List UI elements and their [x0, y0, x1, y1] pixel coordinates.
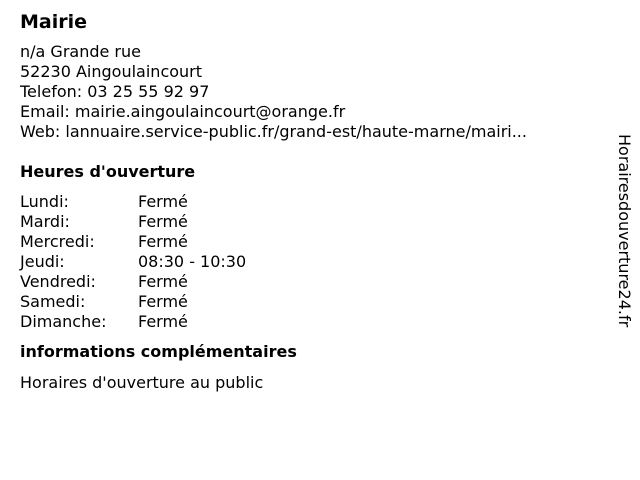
email-link[interactable]: mairie.aingoulaincourt@orange.fr	[74, 102, 346, 121]
info-heading: informations complémentaires	[20, 342, 297, 361]
day-hours: Fermé	[138, 292, 188, 311]
day-hours: Fermé	[138, 212, 188, 231]
hours-row-wednesday	[20, 232, 595, 252]
place-title: Mairie	[20, 11, 88, 33]
web-link[interactable]: lannuaire.service-public.fr/grand-est/haute-marne/mairi...	[65, 122, 527, 141]
day-hours: Fermé	[138, 192, 188, 211]
hours-row-friday	[20, 272, 595, 292]
web-label: Web:	[20, 122, 61, 141]
day-label: Dimanche:	[20, 312, 107, 331]
hours-row-sunday	[20, 312, 595, 332]
hours-row-monday	[20, 192, 595, 212]
email-label: Email:	[20, 102, 70, 121]
hours-row-thursday	[20, 252, 595, 272]
hours-row-saturday	[20, 292, 595, 312]
day-hours: Fermé	[138, 232, 188, 251]
site-watermark: Horairesdouverture24.fr	[615, 134, 634, 328]
day-label: Lundi:	[20, 192, 69, 211]
email-row	[20, 102, 595, 122]
address-line-1: n/a Grande rue	[20, 42, 141, 61]
phone-label: Telefon:	[20, 82, 83, 101]
phone-row	[20, 82, 595, 102]
hours-table	[20, 192, 595, 332]
day-hours: 08:30 - 10:30	[138, 252, 247, 271]
address-line-2: 52230 Aingoulaincourt	[20, 62, 203, 81]
web-row	[20, 122, 595, 142]
info-text: Horaires d'ouverture au public	[20, 373, 264, 392]
hours-row-tuesday	[20, 212, 595, 232]
day-hours: Fermé	[138, 272, 188, 291]
day-label: Mercredi:	[20, 232, 95, 251]
day-label: Vendredi:	[20, 272, 96, 291]
day-hours: Fermé	[138, 312, 188, 331]
day-label: Mardi:	[20, 212, 70, 231]
day-label: Samedi:	[20, 292, 86, 311]
place-card	[20, 10, 595, 393]
phone-number[interactable]: 03 25 55 92 97	[87, 82, 210, 101]
day-label: Jeudi:	[20, 252, 65, 271]
hours-heading: Heures d'ouverture	[20, 162, 196, 181]
